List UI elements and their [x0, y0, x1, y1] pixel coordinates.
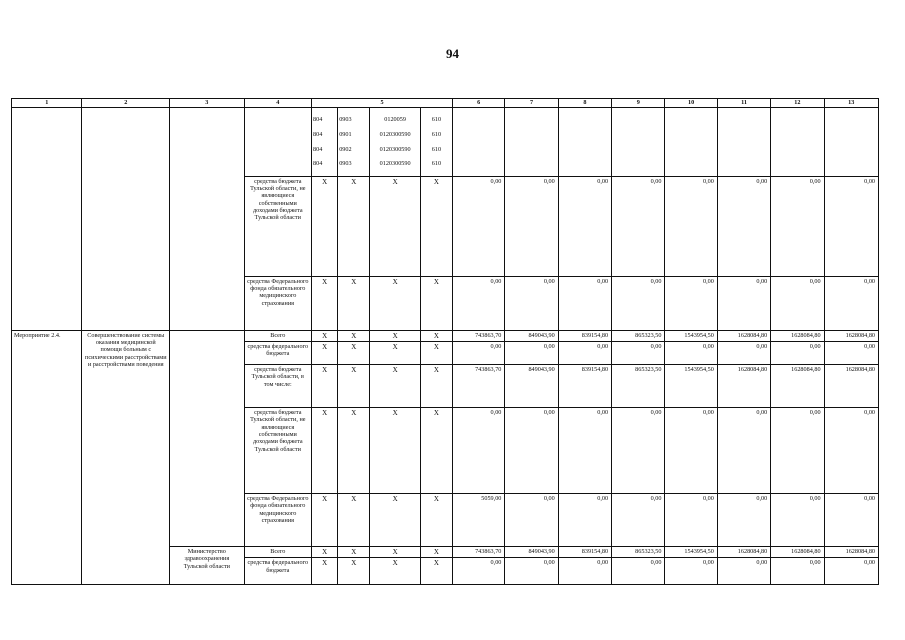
- header-cell: 3: [170, 99, 245, 108]
- x-mark: X: [312, 494, 338, 547]
- value-cell: 839154,80: [558, 547, 611, 558]
- x-mark: X: [370, 365, 420, 408]
- event-number: Мероприятие 2.4.: [12, 330, 82, 585]
- empty-cell: [453, 108, 505, 177]
- row-label: средства федерального бюджета: [244, 342, 311, 365]
- value-cell: 0,00: [717, 176, 770, 276]
- value-cell: 1628084,80: [771, 365, 824, 408]
- code-value: 804: [313, 130, 323, 138]
- value-cell: 0,00: [771, 176, 824, 276]
- codes-col-4: [420, 108, 452, 177]
- value-cell: 0,00: [505, 408, 558, 494]
- value-cell: 0,00: [771, 408, 824, 494]
- value-cell: 0,00: [824, 176, 878, 276]
- row-label: средства федерального бюджета: [244, 558, 311, 585]
- code-value: 610: [431, 116, 442, 124]
- row-label: Всего: [244, 330, 311, 341]
- code-value: 610: [431, 145, 442, 153]
- x-mark: X: [338, 408, 370, 494]
- value-cell: 865323,50: [612, 365, 665, 408]
- x-mark: X: [312, 330, 338, 341]
- value-cell: 1628084,80: [824, 365, 878, 408]
- code-value: 0120300590: [379, 160, 411, 168]
- value-cell: 0,00: [717, 342, 770, 365]
- value-cell: 1543954,50: [665, 365, 717, 408]
- value-cell: 0,00: [717, 276, 770, 330]
- value-cell: 0,00: [612, 176, 665, 276]
- header-cell: 9: [612, 99, 665, 108]
- codes-row: [12, 108, 879, 177]
- value-cell: 1543954,50: [665, 330, 717, 341]
- code-value: 0903: [339, 160, 352, 168]
- x-mark: X: [370, 558, 420, 585]
- x-mark: X: [338, 276, 370, 330]
- x-mark: X: [420, 176, 452, 276]
- x-mark: X: [338, 330, 370, 341]
- value-cell: 0,00: [612, 342, 665, 365]
- header-cell: 6: [453, 99, 505, 108]
- x-mark: X: [338, 558, 370, 585]
- value-cell: 0,00: [558, 408, 611, 494]
- code-value: 610: [431, 160, 442, 168]
- value-cell: 5059,00: [453, 494, 505, 547]
- x-mark: X: [312, 547, 338, 558]
- value-cell: 0,00: [558, 342, 611, 365]
- x-mark: X: [312, 176, 338, 276]
- codes-col-3: [370, 108, 420, 177]
- value-cell: 1628084,80: [717, 330, 770, 341]
- header-cell: 1: [12, 99, 82, 108]
- header-cell: 7: [505, 99, 558, 108]
- code-value: 804: [313, 160, 323, 168]
- x-mark: X: [312, 276, 338, 330]
- value-cell: 0,00: [717, 494, 770, 547]
- value-cell: 1543954,50: [665, 547, 717, 558]
- code-value: 0120059: [384, 116, 406, 124]
- header-row: [12, 99, 879, 108]
- value-cell: 849043,90: [505, 547, 558, 558]
- x-mark: X: [420, 494, 452, 547]
- value-cell: 0,00: [824, 276, 878, 330]
- row-label: средства бюджета Тульской области, не являющиеся собственными доходами бюджета Тульской области: [244, 176, 311, 276]
- table-row: [12, 330, 879, 341]
- row-label: средства бюджета Тульской области, не являющиеся собственными доходами бюджета Тульской области: [244, 408, 311, 494]
- x-mark: X: [370, 342, 420, 365]
- code-value: 0120300590: [379, 130, 411, 138]
- value-cell: 0,00: [771, 342, 824, 365]
- empty-cell: [717, 108, 770, 177]
- page-number: 94: [446, 46, 459, 61]
- executor-name: Министерство здравоохранения Тульской области: [170, 547, 245, 585]
- value-cell: 849043,90: [505, 365, 558, 408]
- value-cell: 0,00: [612, 558, 665, 585]
- value-cell: 0,00: [453, 276, 505, 330]
- x-mark: X: [420, 342, 452, 365]
- x-mark: X: [370, 276, 420, 330]
- header-cell: 13: [824, 99, 878, 108]
- value-cell: 0,00: [665, 494, 717, 547]
- code-value: 804: [313, 145, 323, 153]
- value-cell: 0,00: [665, 342, 717, 365]
- row-label: средства Федерального фонда обязательного медицинского страхования: [244, 276, 311, 330]
- value-cell: 0,00: [717, 408, 770, 494]
- value-cell: 0,00: [612, 408, 665, 494]
- empty-cell: [170, 108, 245, 331]
- x-mark: X: [420, 408, 452, 494]
- empty-cell: [170, 330, 245, 546]
- codes-col-1: [312, 108, 338, 177]
- x-mark: X: [312, 558, 338, 585]
- x-mark: X: [370, 330, 420, 341]
- value-cell: 1628084,80: [717, 365, 770, 408]
- empty-cell: [505, 108, 558, 177]
- value-cell: 0,00: [612, 494, 665, 547]
- value-cell: 0,00: [824, 558, 878, 585]
- value-cell: 0,00: [771, 494, 824, 547]
- value-cell: 743863,70: [453, 330, 505, 341]
- x-mark: X: [420, 558, 452, 585]
- row-label: Всего: [244, 547, 311, 558]
- header-cell: 5: [312, 99, 453, 108]
- value-cell: 0,00: [558, 494, 611, 547]
- value-cell: 0,00: [505, 494, 558, 547]
- value-cell: 0,00: [505, 276, 558, 330]
- x-mark: X: [312, 408, 338, 494]
- value-cell: 0,00: [824, 494, 878, 547]
- code-value: 0120300590: [379, 145, 411, 153]
- value-cell: 0,00: [665, 408, 717, 494]
- x-mark: X: [420, 547, 452, 558]
- value-cell: 0,00: [771, 558, 824, 585]
- x-mark: X: [370, 547, 420, 558]
- value-cell: 0,00: [453, 408, 505, 494]
- empty-cell: [824, 108, 878, 177]
- value-cell: 0,00: [453, 176, 505, 276]
- row-label: средства бюджета Тульской области, в том числе:: [244, 365, 311, 408]
- value-cell: 743863,70: [453, 547, 505, 558]
- header-cell: 8: [558, 99, 611, 108]
- value-cell: 0,00: [665, 276, 717, 330]
- value-cell: 0,00: [824, 408, 878, 494]
- value-cell: 0,00: [824, 342, 878, 365]
- empty-cell: [771, 108, 824, 177]
- x-mark: X: [312, 342, 338, 365]
- empty-cell: [612, 108, 665, 177]
- value-cell: 0,00: [771, 276, 824, 330]
- value-cell: 839154,80: [558, 365, 611, 408]
- header-cell: 10: [665, 99, 717, 108]
- value-cell: 865323,50: [612, 330, 665, 341]
- empty-cell: [244, 108, 311, 177]
- empty-cell: [12, 108, 82, 331]
- value-cell: 0,00: [505, 342, 558, 365]
- empty-cell: [665, 108, 717, 177]
- value-cell: 0,00: [558, 176, 611, 276]
- value-cell: 1628084,80: [717, 547, 770, 558]
- code-value: 0903: [339, 116, 352, 124]
- value-cell: 0,00: [453, 558, 505, 585]
- value-cell: 0,00: [612, 276, 665, 330]
- header-cell: 4: [244, 99, 311, 108]
- value-cell: 0,00: [558, 276, 611, 330]
- x-mark: X: [370, 176, 420, 276]
- x-mark: X: [420, 276, 452, 330]
- value-cell: 0,00: [717, 558, 770, 585]
- budget-table: [11, 98, 879, 585]
- header-cell: 12: [771, 99, 824, 108]
- code-value: 804: [313, 116, 323, 124]
- x-mark: X: [370, 408, 420, 494]
- value-cell: 865323,50: [612, 547, 665, 558]
- x-mark: X: [420, 330, 452, 341]
- value-cell: 0,00: [665, 558, 717, 585]
- code-value: 610: [431, 130, 442, 138]
- empty-cell: [82, 108, 170, 331]
- code-value: 0901: [339, 130, 352, 138]
- x-mark: X: [338, 494, 370, 547]
- x-mark: X: [338, 342, 370, 365]
- value-cell: 0,00: [505, 558, 558, 585]
- event-name: Совершенствование системы оказания медицинской помощи больным с психическими расстройствами и расстройствами поведения: [82, 330, 170, 585]
- value-cell: 1628084,80: [824, 330, 878, 341]
- value-cell: 839154,80: [558, 330, 611, 341]
- x-mark: X: [338, 365, 370, 408]
- value-cell: 1628084,80: [824, 547, 878, 558]
- value-cell: 0,00: [558, 558, 611, 585]
- x-mark: X: [370, 494, 420, 547]
- empty-cell: [558, 108, 611, 177]
- value-cell: 0,00: [505, 176, 558, 276]
- value-cell: 849043,90: [505, 330, 558, 341]
- x-mark: X: [312, 365, 338, 408]
- value-cell: 0,00: [453, 342, 505, 365]
- value-cell: 1628084,80: [771, 547, 824, 558]
- value-cell: 743863,70: [453, 365, 505, 408]
- code-value: 0902: [339, 145, 352, 153]
- header-cell: 11: [717, 99, 770, 108]
- row-label: средства Федерального фонда обязательного медицинского страхования: [244, 494, 311, 547]
- value-cell: 0,00: [665, 176, 717, 276]
- x-mark: X: [338, 176, 370, 276]
- codes-col-2: [338, 108, 370, 177]
- x-mark: X: [338, 547, 370, 558]
- x-mark: X: [420, 365, 452, 408]
- value-cell: 1628084,80: [771, 330, 824, 341]
- header-cell: 2: [82, 99, 170, 108]
